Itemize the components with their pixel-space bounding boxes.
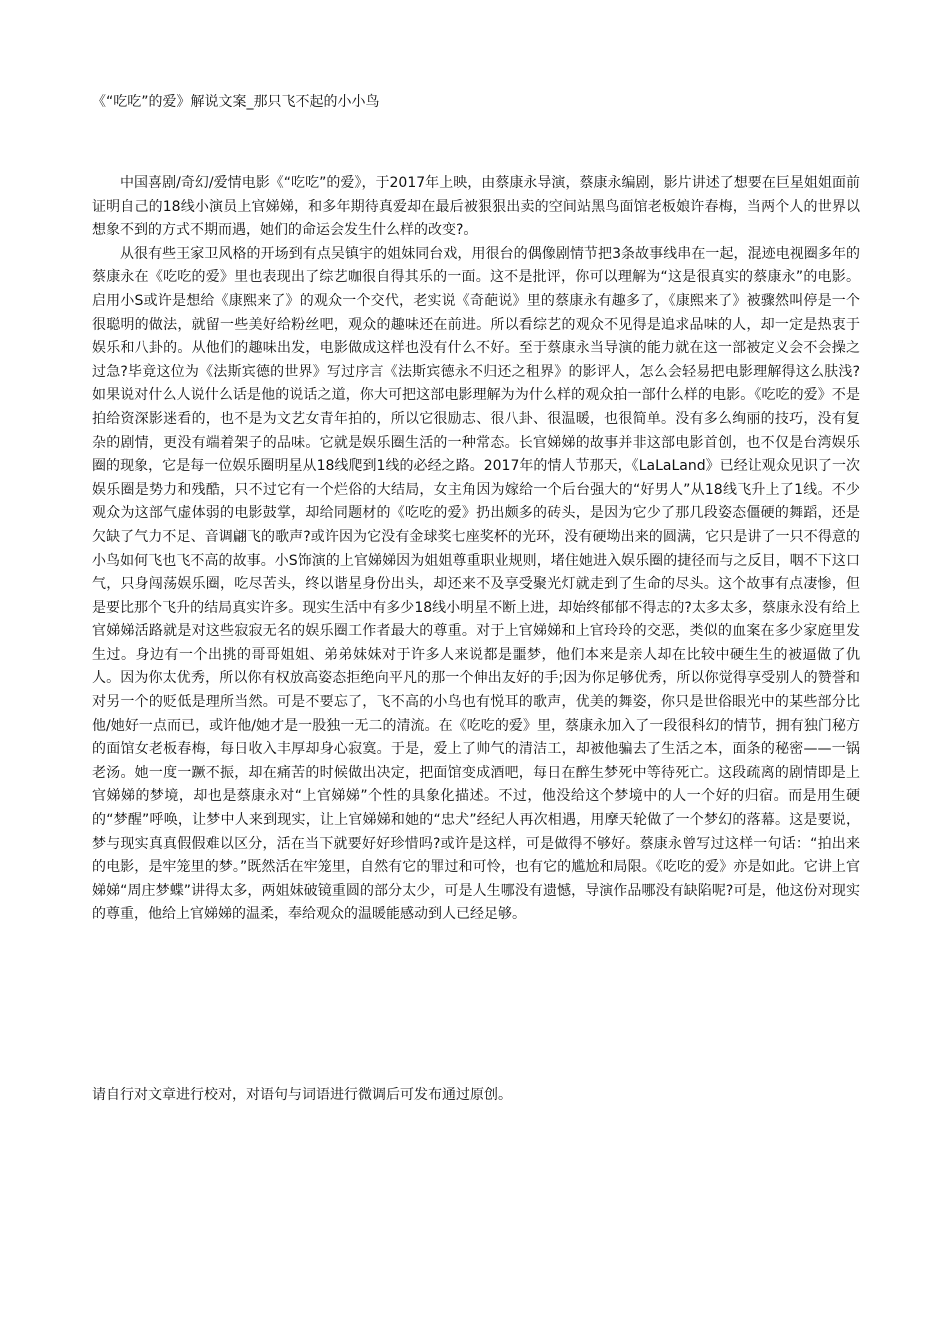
- article-body: [92, 172, 860, 927]
- document-title: 《“吃吃”的爱》解说文案_那只飞不起的小小鸟: [92, 94, 380, 110]
- proofread-note: 请自行对文章进行校对，对语句与词语进行微调后可发布通过原创。: [92, 1087, 512, 1103]
- review-paragraph: 从很有些王家卫风格的开场到有点吴镇宇的姐妹同台戏，用很台的偶像剧情节把3条故事线串在一起，混迹电视圈多年的蔡康永在《吃吃的爱》里也表现出了综艺咖很自得其乐的一面。这不是批评，你可以理解为“这是很真实的蔡康永”的电影。启用小S或许是想给《康熙来了》的观众一个交代，老实说《奇葩说》里的蔡康永有趣多了，《康熙来了》被骤然叫停是一个很聪明的做法，就留一些美好给粉丝吧，观众的趣味还在前进。所以看综艺的观众不见得是追求品味的人，却一定是热衷于娱乐和八卦的。从他们的趣味出发，电影做成这样也没有什么不好。至于蔡康永当导演的能力就在这一部被定义会不会操之过急?毕竟这位为《法斯宾德的世界》写过序言《法斯宾德永不归还之租界》的影评人，怎么会轻易把电影理解得这么肤浅?如果说对什么人说什么话是他的说话之道，你大可把这部电影理解为为什么样的观众拍一部什么样的电影。《吃吃的爱》不是拍给资深影迷看的，也不是为文艺女青年拍的，所以它很励志、很八卦、很温暖，也很简单。没有多么绚丽的技巧，没有复杂的剧情，更没有端着架子的品味。它就是娱乐圈生活的一种常态。长官娣娣的故事并非这部电影首创，也不仅是台湾娱乐圈的现象，它是每一位娱乐圈明星从18线爬到1线的必经之路。2017年的情人节那天，《LaLaLand》已经让观众见识了一次娱乐圈是势力和残酷，只不过它有一个烂俗的大结局，女主角因为嫁给一个后台强大的“好男人”从18线飞升上了1线。不少观众为这部气虚体弱的电影鼓掌，却给同题材的《吃吃的爱》扔出颇多的砖头，是因为它少了那几段姿态僵硬的舞蹈，还是欠缺了气力不足、音调翩飞的歌声?或许因为它没有金球奖七座奖杯的光环，没有硬坳出来的圆满，它只是讲了一只不得意的小鸟如何飞也飞不高的故事。小S饰演的上官娣娣因为姐姐尊重职业规则，堵住她进入娱乐圈的捷径而与之反目，咽不下这口气，只身闯荡娱乐圈，吃尽苦头，终以谐星身份出头，却还来不及享受聚光灯就走到了生命的尽头。这个故事有点凄惨，但是要比那个飞升的结局真实许多。现实生活中有多少18线小明星不断上进，却始终郁郁不得志的?太多太多，蔡康永没有给上官娣娣活路就是对这些寂寂无名的娱乐圈工作者最大的尊重。对于上官娣娣和上官玲玲的交恶，类似的血案在多少家庭里发生过。身边有一个出挑的哥哥姐姐、弟弟妹妹对于许多人来说都是噩梦，他们本来是亲人却在比较中硬生生的被逼做了仇人。因为你太优秀，所以你有权放高姿态拒绝向平凡的那一个伸出友好的手;因为你足够优秀，所以你觉得享受别人的赞誉和对另一个的贬低是理所当然。可是不要忘了，飞不高的小鸟也有悦耳的歌声，优美的舞姿，你只是世俗眼光中的某些部分比他/她好一点而已，或许他/她才是一股独一无二的清流。在《吃吃的爱》里，蔡康永加入了一段很科幻的情节，拥有独门秘方的面馆女老板春梅，每日收入丰厚却身心寂寞。于是，爱上了帅气的清洁工，却被他骗去了生活之本，面条的秘密——一锅老汤。她一度一蹶不振，却在痛苦的时候做出决定，把面馆变成酒吧，每日在醉生梦死中等待死亡。这段疏离的剧情即是上官娣娣的梦境，却也是蔡康永对“上官娣娣”个性的具象化描述。不过，他没给这个梦境中的人一个好的归宿。而是用生硬的“梦醒”呼唤，让梦中人来到现实，让上官娣娣和她的“忠犬”经纪人再次相遇，用摩天轮做了一个梦幻的落幕。这是要说，梦与现实真真假假难以区分，活在当下就要好好珍惜吗?或许是这样，可是做得不够好。蔡康永曾写过这样一句话：“拍出来的电影，是牢笼里的梦。”既然活在牢笼里，自然有它的罪过和可怜，也有它的尴尬和局限。《吃吃的爱》亦是如此。它讲上官娣娣“周庄梦蝶”讲得太多，两姐妹破镜重圆的部分太少，可是人生哪没有遗憾，导演作品哪没有缺陷呢?可是，他这份对现实的尊重，他给上官娣娣的温柔，奉给观众的温暖能感动到人已经足够。: [92, 245, 860, 923]
- intro-paragraph: 中国喜剧/奇幻/爱情电影《“吃吃”的爱》，于2017年上映，由蔡康永导演，蔡康永编剧，影片讲述了想要在巨星姐姐面前证明自己的18线小演员上官娣娣，和多年期待真爱却在最后被狠狠出卖的空间站黑鸟面馆老板娘许春梅，当两个人的世界以想象不到的方式不期而遇，她们的命运会发生什么样的改变?。: [92, 175, 860, 239]
